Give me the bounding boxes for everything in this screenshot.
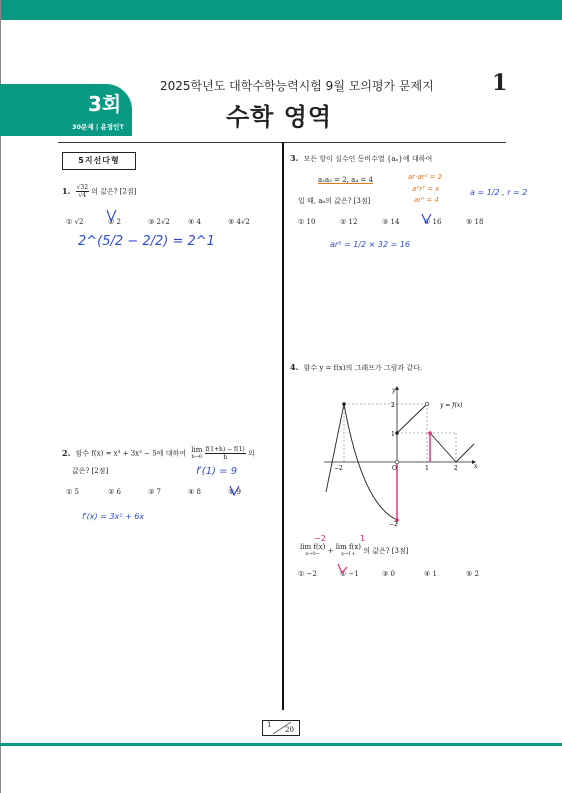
- choice-4[interactable]: ④ 16: [424, 218, 442, 226]
- choice-4[interactable]: ④ 1: [424, 570, 437, 578]
- graph-right-segment: [456, 444, 474, 462]
- handwritten-work-q3-blue-1: a = 1/2 , r = 2: [470, 188, 528, 197]
- limit-expression: lim h→0: [191, 445, 203, 460]
- top-accent-bar: [0, 0, 562, 20]
- limit-subscript-b: x→1+: [341, 551, 356, 557]
- round-tab: [0, 84, 132, 136]
- question-text: 모든 항이 실수인 등비수열 {aₙ}에 대하여: [303, 155, 433, 163]
- origin-label: O: [392, 465, 397, 472]
- plus-sign: +: [327, 547, 334, 555]
- open-point: [395, 460, 399, 464]
- tick-x-neg2: −2: [334, 465, 343, 472]
- page-counter: [262, 720, 300, 736]
- page-number: 1: [492, 70, 508, 96]
- question-1: [62, 184, 136, 199]
- question-3-condition: a₂a₃ = 2, a₄ = 4: [318, 176, 373, 184]
- filled-point: [428, 431, 432, 435]
- choice-2[interactable]: ② 2: [108, 218, 121, 226]
- question-number: 2.: [62, 447, 71, 458]
- fraction-numerator: f(1+h) − f(1): [205, 446, 245, 453]
- choices-q4: [298, 570, 506, 578]
- round-meta: 30문제 | 윤정인T: [72, 123, 124, 131]
- question-3: [290, 153, 432, 164]
- graph-descend-segment: [430, 433, 456, 462]
- choice-1[interactable]: ① 5: [66, 488, 79, 496]
- choice-5[interactable]: ⑤ 9: [228, 488, 241, 496]
- graph-left-line: [326, 404, 344, 492]
- handwritten-work-q2-a: f′(1) = 9: [196, 466, 238, 477]
- handwritten-work-q1: 2^(5/2 − 2/2) = 2^1: [78, 234, 215, 249]
- fraction: [205, 446, 246, 461]
- graph-rise-segment: [397, 404, 427, 433]
- fraction: [76, 184, 89, 199]
- tick-x-1: 1: [425, 465, 429, 472]
- column-divider: [282, 142, 284, 710]
- function-graph: [322, 384, 482, 530]
- open-point: [425, 402, 429, 406]
- y-axis-label: y: [392, 387, 396, 394]
- tick-x-2: 2: [454, 465, 458, 472]
- question-2: [62, 446, 255, 461]
- limit-subscript-a: x→0−: [305, 551, 320, 557]
- handwritten-mark-q4-a: −2: [314, 534, 326, 543]
- choice-5[interactable]: ⑤ 18: [466, 218, 484, 226]
- filled-point: [395, 431, 399, 435]
- choice-3[interactable]: ③ 2√2: [148, 218, 170, 226]
- handwritten-work-q3-blue-2: ar⁵ = 1/2 × 32 = 16: [330, 240, 410, 249]
- tick-y-1: 1: [391, 431, 395, 438]
- y-axis-arrow: [395, 386, 399, 390]
- question-text: 의 값은? [2점]: [91, 187, 137, 196]
- question-2-line2: 값은? [2점]: [72, 467, 109, 475]
- choice-2[interactable]: ② 12: [340, 218, 358, 226]
- answer-check-mark: [104, 208, 120, 226]
- handwritten-work-q3-orange-2: a²r³ = x: [412, 185, 440, 193]
- fraction-numerator: √32: [76, 184, 89, 191]
- exam-title: 2025학년도 대학수학능력시험 9월 모의평가 문제지: [160, 79, 434, 93]
- choice-4[interactable]: ④ 8: [188, 488, 201, 496]
- limit-expression-b: lim f(x) x→1+: [335, 543, 362, 557]
- choice-5[interactable]: ⑤ 4√2: [228, 218, 250, 226]
- filled-point: [342, 402, 346, 406]
- choices-q3: [298, 218, 506, 226]
- choice-2[interactable]: ② −1: [340, 570, 359, 578]
- total-pages: 20: [285, 726, 294, 734]
- answer-check-mark: [336, 562, 350, 576]
- fraction-denominator: √4: [78, 192, 87, 199]
- answer-check-mark: [420, 212, 434, 226]
- choice-1[interactable]: ① 10: [298, 218, 316, 226]
- choice-1[interactable]: ① √2: [66, 218, 84, 226]
- choice-3[interactable]: ③ 14: [382, 218, 400, 226]
- section-label: 5지선다형: [62, 152, 136, 170]
- footer-accent-line: [0, 743, 562, 746]
- limit-expression-a: lim f(x) x→0−: [300, 543, 326, 557]
- round-label: 3회: [88, 92, 122, 116]
- fraction-denominator: h: [223, 454, 228, 461]
- question-3-line3: 일 때, a₆의 값은? [3점]: [298, 197, 371, 205]
- choices-q1: [66, 218, 268, 226]
- question-text-after: 의 값은? [3점]: [363, 547, 409, 555]
- question-number: 4.: [290, 362, 299, 372]
- question-text-after: 의: [248, 449, 255, 458]
- tick-y-2: 2: [391, 402, 395, 409]
- choice-1[interactable]: ① −2: [298, 570, 317, 578]
- choice-5[interactable]: ⑤ 2: [466, 570, 479, 578]
- graph-function-label: y = f(x): [440, 402, 463, 409]
- question-number: 3.: [290, 153, 299, 163]
- question-text: 함수 y = f(x)의 그래프가 그림과 같다.: [303, 364, 423, 372]
- limit-subscript: h→0: [191, 453, 203, 460]
- choice-4[interactable]: ④ 4: [188, 218, 201, 226]
- current-page: 1: [267, 721, 272, 729]
- choice-3[interactable]: ③ 0: [382, 570, 395, 578]
- handwritten-work-q2-b: f′(x) = 3x² + 6x: [82, 512, 145, 521]
- question-4: [290, 362, 422, 373]
- x-axis-label: x: [474, 463, 478, 470]
- handwritten-work-q3-orange-3: ar³ = 4: [414, 196, 439, 204]
- question-number: 1.: [62, 185, 71, 196]
- question-4-limit-line: [300, 544, 408, 558]
- choice-2[interactable]: ② 6: [108, 488, 121, 496]
- choice-3[interactable]: ③ 7: [148, 488, 161, 496]
- subject-title: 수학 영역: [226, 103, 333, 131]
- handwritten-work-q3-orange-1: ar·ar² = 2: [408, 173, 443, 181]
- handwritten-mark-q4-b: 1: [360, 534, 366, 543]
- tick-y-neg2: −2: [389, 521, 398, 528]
- answer-check-mark: [228, 484, 242, 498]
- question-text: 함수 f(x) = x³ + 3x² − 5에 대하여: [75, 449, 186, 458]
